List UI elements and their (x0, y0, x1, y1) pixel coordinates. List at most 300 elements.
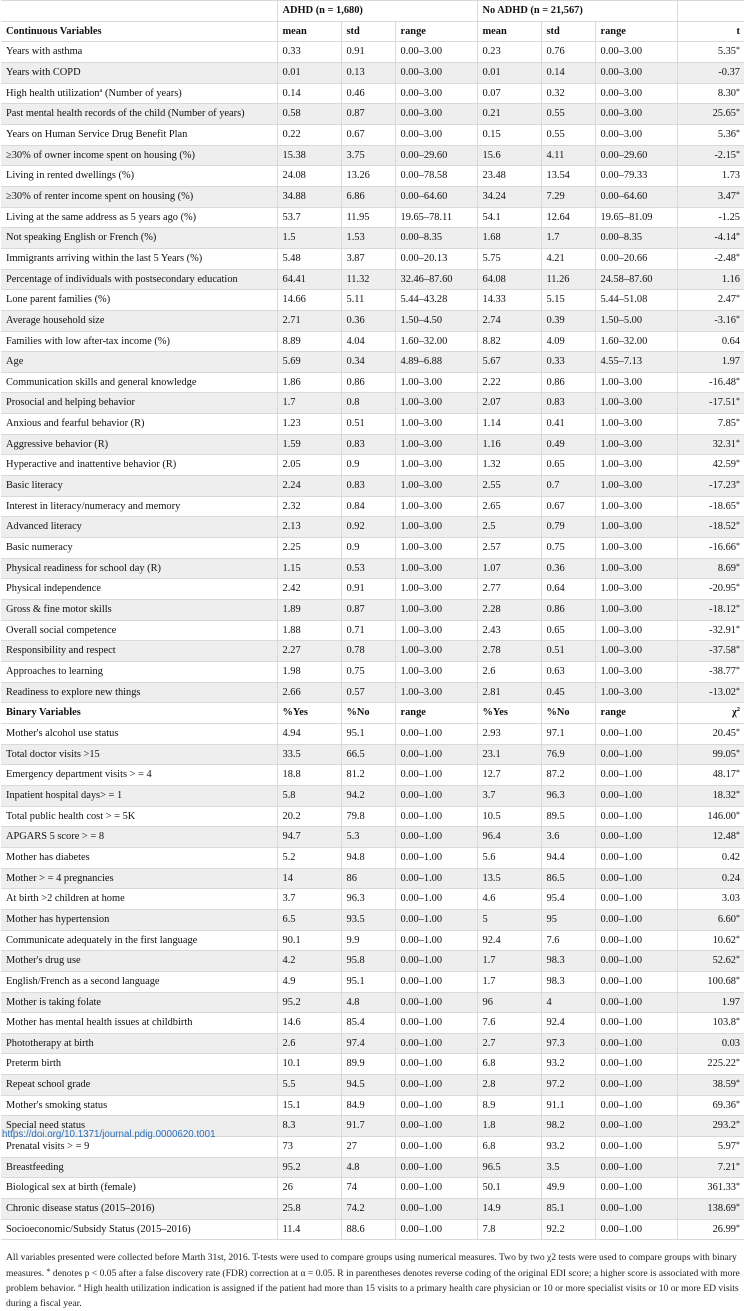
mean-or-yes-cell: 64.41 (277, 269, 341, 290)
range-cell: 0.00–3.00 (595, 62, 677, 83)
stat-cell: -16.66* (677, 538, 744, 559)
significance-mark: * (736, 1119, 740, 1129)
std-or-no-cell: 0.75 (341, 662, 395, 683)
mean-or-yes-cell: 3.7 (477, 785, 541, 806)
mean-or-yes-cell: 1.8 (477, 1116, 541, 1137)
std-or-no-cell: 0.9 (341, 455, 395, 476)
row-label: Breastfeeding (1, 1157, 277, 1178)
row-label: Total doctor visits >15 (1, 744, 277, 765)
range-cell: 1.00–3.00 (395, 682, 477, 703)
std-or-no-cell: 0.86 (541, 372, 595, 393)
range-cell: 0.00–1.00 (595, 1054, 677, 1075)
mean-or-yes-cell: 2.13 (277, 517, 341, 538)
mean-or-yes-cell: 2.71 (277, 310, 341, 331)
mean-or-yes-cell: 1.88 (277, 620, 341, 641)
range-cell: 1.00–3.00 (595, 414, 677, 435)
row-label: Not speaking English or French (%) (1, 228, 277, 249)
std-or-no-cell: 0.51 (341, 414, 395, 435)
significance-mark: * (736, 1098, 740, 1108)
significance-mark: * (736, 665, 740, 674)
footnote-text: High health utilization indication is assigned if the patient had more than 15 visits to a primary health care physician or 10 or more specialist visits or 10 or more ED visits during a fiscal year. (6, 1282, 739, 1309)
range-cell: 0.00–1.00 (395, 827, 477, 848)
table-row (1, 641, 744, 662)
mean-or-yes-cell: 14.6 (277, 1013, 341, 1034)
row-label: Communication skills and general knowledge (1, 372, 277, 393)
significance-mark: * (736, 726, 740, 736)
range-cell: 0.00–1.00 (595, 868, 677, 889)
stat-cell: 8.69* (677, 558, 744, 579)
mean-or-yes-cell: 5.67 (477, 352, 541, 373)
stat-cell: -4.14* (677, 228, 744, 249)
row-label: ≥30% of renter income spent on housing (%) (1, 186, 277, 207)
std-or-no-cell: 5.11 (341, 290, 395, 311)
mean-or-yes-cell: 2.6 (477, 662, 541, 683)
row-label: Anxious and fearful behavior (R) (1, 414, 277, 435)
range-cell: 0.00–79.33 (595, 166, 677, 187)
significance-mark: * (736, 189, 740, 199)
significance-mark: * (736, 499, 740, 509)
mean-or-yes-cell: 4.6 (477, 889, 541, 910)
std-or-no-cell: 5.15 (541, 290, 595, 311)
std-or-no-cell: 93.2 (541, 1137, 595, 1158)
significance-mark: * (736, 768, 740, 778)
std-or-no-cell: 0.67 (541, 496, 595, 517)
mean-or-yes-cell: 0.23 (477, 42, 541, 63)
std-or-no-cell: 0.83 (341, 434, 395, 455)
range-cell: 1.50–5.00 (595, 310, 677, 331)
stat-cell: -3.16* (677, 310, 744, 331)
group-header-blank (677, 1, 744, 22)
mean-or-yes-cell: 2.07 (477, 393, 541, 414)
std-or-no-cell: 95.1 (341, 971, 395, 992)
range-cell: 32.46–87.60 (395, 269, 477, 290)
table-row (1, 951, 744, 972)
std-or-no-cell: 3.87 (341, 248, 395, 269)
range-cell: 0.00–1.00 (395, 1075, 477, 1096)
significance-mark: * (736, 685, 740, 695)
mean-or-yes-cell: 96.5 (477, 1157, 541, 1178)
stat-cell: 7.85* (677, 414, 744, 435)
significance-mark: * (736, 107, 740, 117)
std-or-no-cell: 4.8 (341, 992, 395, 1013)
row-label: Years with asthma (1, 42, 277, 63)
std-or-no-cell: 93.5 (341, 909, 395, 930)
range-cell: 0.00–1.00 (395, 992, 477, 1013)
mean-or-yes-cell: 0.15 (477, 124, 541, 145)
row-label: English/French as a second language (1, 971, 277, 992)
row-label: Living at the same address as 5 years ago (%) (1, 207, 277, 228)
std-or-no-cell: 0.14 (541, 62, 595, 83)
mean-or-yes-cell: 64.08 (477, 269, 541, 290)
row-label: Mother has hypertension (1, 909, 277, 930)
mean-or-yes-cell: 10.5 (477, 806, 541, 827)
continuous-header-row (1, 21, 744, 42)
stat-cell: -2.15* (677, 145, 744, 166)
range-cell: 0.00–1.00 (395, 930, 477, 951)
significance-mark: * (736, 954, 740, 964)
row-label: Overall social competence (1, 620, 277, 641)
row-label: Basic numeracy (1, 538, 277, 559)
row-label: Basic literacy (1, 476, 277, 497)
mean-or-yes-cell: 2.05 (277, 455, 341, 476)
mean-or-yes-cell: 0.21 (477, 104, 541, 125)
stat-cell: 48.17* (677, 765, 744, 786)
range-cell: 1.00–3.00 (595, 434, 677, 455)
range-cell: 1.00–3.00 (395, 600, 477, 621)
std-or-no-cell: 97.1 (541, 723, 595, 744)
std-or-no-cell: 94.8 (341, 847, 395, 868)
table-row (1, 331, 744, 352)
mean-or-yes-cell: 10.1 (277, 1054, 341, 1075)
range-cell: 0.00–1.00 (595, 971, 677, 992)
std-or-no-cell: 0.91 (341, 42, 395, 63)
mean-or-yes-cell: 2.5 (477, 517, 541, 538)
mean-or-yes-cell: 53.7 (277, 207, 341, 228)
mean-or-yes-cell: 6.5 (277, 909, 341, 930)
significance-mark: * (736, 747, 740, 757)
range-cell: 19.65–81.09 (595, 207, 677, 228)
mean-or-yes-cell: 13.5 (477, 868, 541, 889)
stat-header: $\chi^2$ (677, 703, 744, 724)
std-or-no-cell: 0.36 (341, 310, 395, 331)
stat-cell: 32.31* (677, 434, 744, 455)
range-cell: 1.50–4.50 (395, 310, 477, 331)
mean-or-yes-cell: 0.01 (477, 62, 541, 83)
stat-cell: 6.60* (677, 909, 744, 930)
range-cell: 0.00–1.00 (595, 930, 677, 951)
significance-mark: * (736, 437, 740, 447)
range-cell: 1.00–3.00 (595, 455, 677, 476)
range-cell: 1.00–3.00 (395, 579, 477, 600)
mean-or-yes-cell: 7.8 (477, 1219, 541, 1240)
range-cell: 0.00–3.00 (595, 104, 677, 125)
row-label: Mother has diabetes (1, 847, 277, 868)
row-label: Socioeconomic/Subsidy Status (2015–2016) (1, 1219, 277, 1240)
std-or-no-cell: 0.86 (541, 600, 595, 621)
row-label: Total public health cost > = 5K (1, 806, 277, 827)
range-cell: 0.00–1.00 (395, 806, 477, 827)
std-or-no-cell: 0.33 (541, 352, 595, 373)
range-cell: 4.55–7.13 (595, 352, 677, 373)
table-row (1, 744, 744, 765)
std-or-no-cell: 74 (341, 1178, 395, 1199)
std-or-no-cell: 49.9 (541, 1178, 595, 1199)
stat-cell: 25.65* (677, 104, 744, 125)
mean-or-yes-cell: 2.8 (477, 1075, 541, 1096)
range-cell: 1.00–3.00 (595, 641, 677, 662)
mean-or-yes-cell: 1.07 (477, 558, 541, 579)
std-or-no-cell: 0.65 (541, 620, 595, 641)
significance-mark: * (736, 623, 740, 633)
stat-cell: 8.30* (677, 83, 744, 104)
std-or-no-cell: 11.26 (541, 269, 595, 290)
mean-or-yes-cell: 96 (477, 992, 541, 1013)
table-row (1, 909, 744, 930)
row-label: Gross & fine motor skills (1, 600, 277, 621)
significance-mark: * (736, 148, 740, 158)
row-label: Living in rented dwellings (%) (1, 166, 277, 187)
range-cell: 0.00–1.00 (595, 992, 677, 1013)
stat-cell: -2.48* (677, 248, 744, 269)
range-cell: 0.00–1.00 (595, 1095, 677, 1116)
range-cell: 0.00–1.00 (395, 1054, 477, 1075)
range-cell: 0.00–29.60 (395, 145, 477, 166)
mean-or-yes-cell: 54.1 (477, 207, 541, 228)
mean-or-yes-cell: 1.5 (277, 228, 341, 249)
row-label: Physical readiness for school day (R) (1, 558, 277, 579)
std-or-no-cell: 3.75 (341, 145, 395, 166)
mean-or-yes-cell: 2.66 (277, 682, 341, 703)
row-label: Mother is taking folate (1, 992, 277, 1013)
std-or-no-cell: 0.7 (541, 476, 595, 497)
row-label: Mother's smoking status (1, 1095, 277, 1116)
std-or-no-cell: 94.4 (541, 847, 595, 868)
table-row (1, 145, 744, 166)
mean-or-yes-cell: 96.4 (477, 827, 541, 848)
mean-or-yes-cell: 4.94 (277, 723, 341, 744)
mean-or-yes-cell: 4.9 (277, 971, 341, 992)
stat-cell: 18.32* (677, 785, 744, 806)
mean-or-yes-cell: 2.93 (477, 723, 541, 744)
mean-or-yes-cell: 2.22 (477, 372, 541, 393)
range-cell: 0.00–64.60 (595, 186, 677, 207)
significance-mark: * (736, 458, 740, 468)
std-or-no-cell: 85.1 (541, 1199, 595, 1220)
col-header: %No (541, 703, 595, 724)
table-row (1, 806, 744, 827)
range-cell: 1.00–3.00 (595, 682, 677, 703)
stat-cell: -16.48* (677, 372, 744, 393)
mean-or-yes-cell: 2.6 (277, 1033, 341, 1054)
footnote-text: denotes p < 0.05 after a false discovery rate (FDR) correction at α = 0.05. R in parentheses denotes reverse coding of the original EDI score; a higher score is associated with more problem behavior. (6, 1267, 740, 1294)
mean-or-yes-cell: 6.8 (477, 1137, 541, 1158)
std-or-no-cell: 4.8 (341, 1157, 395, 1178)
significance-mark: * (736, 561, 740, 571)
stat-cell: 0.24 (677, 868, 744, 889)
table-row (1, 1013, 744, 1034)
row-label: Interest in literacy/numeracy and memory (1, 496, 277, 517)
group-header-blank (1, 1, 277, 22)
mean-or-yes-cell: 14 (277, 868, 341, 889)
std-or-no-cell: 0.65 (541, 455, 595, 476)
superscript: 2 (736, 706, 740, 714)
table-row (1, 868, 744, 889)
std-or-no-cell: 95.1 (341, 723, 395, 744)
stat-cell: -38.77* (677, 662, 744, 683)
std-or-no-cell: 0.71 (341, 620, 395, 641)
mean-or-yes-cell: 1.16 (477, 434, 541, 455)
mean-or-yes-cell: 7.6 (477, 1013, 541, 1034)
range-cell: 0.00–64.60 (395, 186, 477, 207)
mean-or-yes-cell: 2.57 (477, 538, 541, 559)
mean-or-yes-cell: 15.1 (277, 1095, 341, 1116)
range-cell: 0.00–8.35 (595, 228, 677, 249)
std-or-no-cell: 74.2 (341, 1199, 395, 1220)
stat-cell: 3.03 (677, 889, 744, 910)
range-cell: 0.00–1.00 (595, 909, 677, 930)
range-cell: 1.00–3.00 (595, 496, 677, 517)
range-cell: 1.00–3.00 (395, 414, 477, 435)
range-cell: 1.00–3.00 (395, 476, 477, 497)
table-row (1, 889, 744, 910)
std-or-no-cell: 9.9 (341, 930, 395, 951)
std-or-no-cell: 27 (341, 1137, 395, 1158)
std-or-no-cell: 98.3 (541, 951, 595, 972)
significance-mark: * (736, 933, 740, 943)
std-or-no-cell: 88.6 (341, 1219, 395, 1240)
stat-cell: -20.95* (677, 579, 744, 600)
stat-cell: -13.02* (677, 682, 744, 703)
mean-or-yes-cell: 2.74 (477, 310, 541, 331)
footnote-marker: a (99, 86, 103, 94)
table-row (1, 310, 744, 331)
mean-or-yes-cell: 1.32 (477, 455, 541, 476)
significance-mark: * (736, 809, 740, 819)
mean-or-yes-cell: 23.1 (477, 744, 541, 765)
std-or-no-cell: 97.4 (341, 1033, 395, 1054)
stat-cell: 0.03 (677, 1033, 744, 1054)
stat-header: t (677, 21, 744, 42)
table-row (1, 1178, 744, 1199)
significance-mark: * (736, 1078, 740, 1088)
mean-or-yes-cell: 1.15 (277, 558, 341, 579)
significance-mark: * (736, 86, 740, 96)
row-label: Readiness to explore new things (1, 682, 277, 703)
significance-mark: * (736, 231, 740, 241)
mean-or-yes-cell: 1.23 (277, 414, 341, 435)
mean-or-yes-cell: 33.5 (277, 744, 341, 765)
table-row (1, 124, 744, 145)
range-cell: 1.00–3.00 (395, 662, 477, 683)
footnote-significance-mark: * (46, 1266, 51, 1276)
std-or-no-cell: 0.46 (341, 83, 395, 104)
table-row (1, 847, 744, 868)
stat-cell: 7.21* (677, 1157, 744, 1178)
std-or-no-cell: 5.3 (341, 827, 395, 848)
mean-or-yes-cell: 1.59 (277, 434, 341, 455)
table-row (1, 1219, 744, 1240)
std-or-no-cell: 79.8 (341, 806, 395, 827)
std-or-no-cell: 0.87 (341, 600, 395, 621)
table-row (1, 290, 744, 311)
mean-or-yes-cell: 0.14 (277, 83, 341, 104)
mean-or-yes-cell: 90.1 (277, 930, 341, 951)
significance-mark: * (736, 313, 740, 323)
std-or-no-cell: 1.53 (341, 228, 395, 249)
mean-or-yes-cell: 2.28 (477, 600, 541, 621)
range-cell: 0.00–3.00 (595, 83, 677, 104)
row-label: ≥30% of owner income spent on housing (%) (1, 145, 277, 166)
std-or-no-cell: 0.32 (541, 83, 595, 104)
range-cell: 0.00–1.00 (595, 951, 677, 972)
range-cell: 1.00–3.00 (595, 600, 677, 621)
mean-or-yes-cell: 20.2 (277, 806, 341, 827)
std-or-no-cell: 98.3 (541, 971, 595, 992)
table-footnote (0, 1240, 750, 1311)
table-row (1, 1095, 744, 1116)
adhd-group-header: ADHD (n = 1,680) (277, 1, 477, 22)
stat-cell: 225.22* (677, 1054, 744, 1075)
range-cell: 5.44–43.28 (395, 290, 477, 311)
col-header: std (541, 21, 595, 42)
range-cell: 0.00–1.00 (595, 1033, 677, 1054)
significance-mark: * (736, 520, 740, 530)
std-or-no-cell: 86.5 (541, 868, 595, 889)
mean-or-yes-cell: 95.2 (277, 1157, 341, 1178)
mean-or-yes-cell: 2.27 (277, 641, 341, 662)
range-cell: 1.00–3.00 (595, 662, 677, 683)
table-row (1, 207, 744, 228)
section-title: Continuous Variables (1, 21, 277, 42)
std-or-no-cell: 0.83 (541, 393, 595, 414)
row-label: Past mental health records of the child (Number of years) (1, 104, 277, 125)
stat-cell: 38.59* (677, 1075, 744, 1096)
range-cell: 0.00–29.60 (595, 145, 677, 166)
std-or-no-cell: 0.39 (541, 310, 595, 331)
row-label: Mother has mental health issues at childbirth (1, 1013, 277, 1034)
stat-cell: -18.65* (677, 496, 744, 517)
significance-mark: * (736, 396, 740, 406)
stat-cell: 99.05* (677, 744, 744, 765)
stat-cell: 20.45* (677, 723, 744, 744)
mean-or-yes-cell: 2.77 (477, 579, 541, 600)
mean-or-yes-cell: 1.7 (477, 951, 541, 972)
range-cell: 0.00–1.00 (395, 1033, 477, 1054)
std-or-no-cell: 76.9 (541, 744, 595, 765)
stat-cell: 1.97 (677, 992, 744, 1013)
std-or-no-cell: 4.04 (341, 331, 395, 352)
row-label: Years on Human Service Drug Benefit Plan (1, 124, 277, 145)
row-label: At birth >2 children at home (1, 889, 277, 910)
significance-mark: * (736, 293, 740, 303)
row-label: Lone parent families (%) (1, 290, 277, 311)
mean-or-yes-cell: 5 (477, 909, 541, 930)
col-header: %Yes (477, 703, 541, 724)
range-cell: 5.44–51.08 (595, 290, 677, 311)
col-header: range (595, 703, 677, 724)
stat-cell: 5.36* (677, 124, 744, 145)
std-or-no-cell: 66.5 (341, 744, 395, 765)
row-label: Average household size (1, 310, 277, 331)
std-or-no-cell: 0.92 (341, 517, 395, 538)
range-cell: 0.00–1.00 (395, 1116, 477, 1137)
significance-mark: * (736, 127, 740, 137)
table-row (1, 538, 744, 559)
range-cell: 1.00–3.00 (395, 641, 477, 662)
range-cell: 1.00–3.00 (395, 455, 477, 476)
range-cell: 0.00–3.00 (395, 104, 477, 125)
doi-link[interactable]: https://doi.org/10.1371/journal.pdig.0000620.t001 (2, 1129, 216, 1140)
range-cell: 0.00–20.13 (395, 248, 477, 269)
range-cell: 0.00–3.00 (395, 124, 477, 145)
std-or-no-cell: 0.34 (341, 352, 395, 373)
table-row (1, 682, 744, 703)
mean-or-yes-cell: 2.42 (277, 579, 341, 600)
row-label: Percentage of individuals with postsecondary education (1, 269, 277, 290)
table-row (1, 496, 744, 517)
range-cell: 0.00–1.00 (395, 1013, 477, 1034)
range-cell: 0.00–1.00 (395, 909, 477, 930)
std-or-no-cell: 0.79 (541, 517, 595, 538)
std-or-no-cell: 95.8 (341, 951, 395, 972)
table-row (1, 269, 744, 290)
col-header: std (341, 21, 395, 42)
table-row (1, 620, 744, 641)
stat-cell: -37.58* (677, 641, 744, 662)
range-cell: 1.00–3.00 (595, 517, 677, 538)
section-title: Binary Variables (1, 703, 277, 724)
range-cell: 0.00–1.00 (595, 765, 677, 786)
